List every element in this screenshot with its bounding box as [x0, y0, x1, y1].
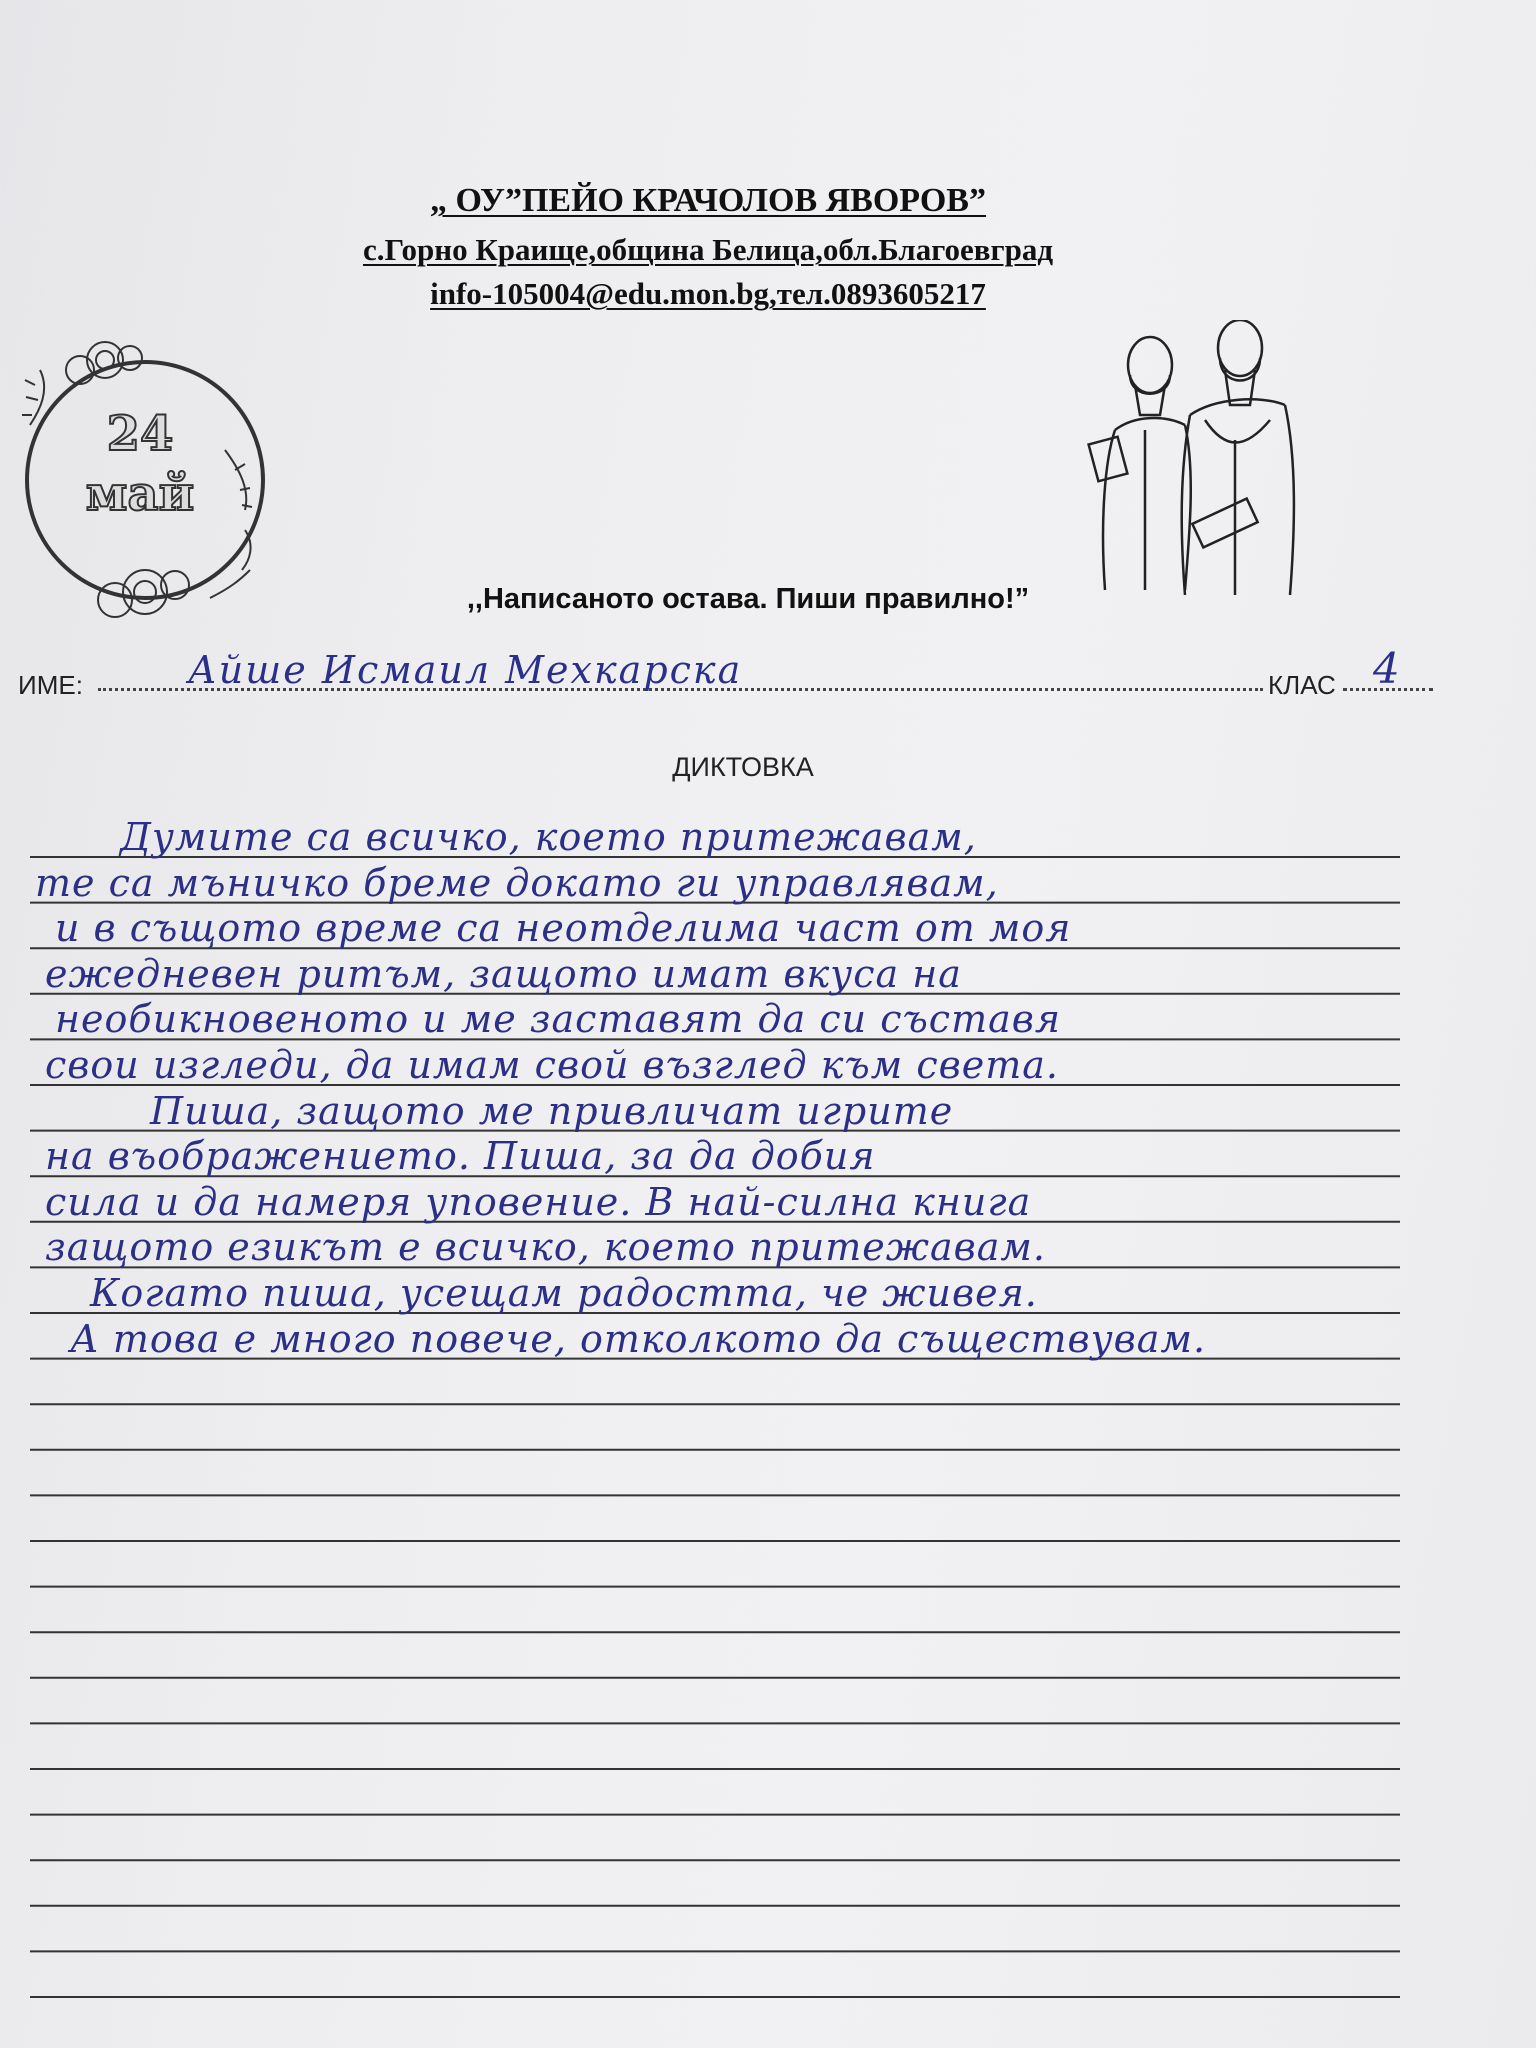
- document-title: [0, 752, 1536, 783]
- school-address: с.Горно Краище,община Белица,обл.Благоевград: [362, 232, 1054, 267]
- class-value: 4: [1373, 644, 1400, 693]
- handwritten-line: те са мъничко бреме докато ги управлявам,: [35, 860, 999, 905]
- slogan: [0, 583, 1536, 616]
- school-name: „ ОУ”ПЕЙО КРАЧОЛОВ ЯВОРОВ”: [429, 182, 986, 219]
- handwritten-line: и в същото време са неотделима част от моя: [55, 906, 1072, 951]
- class-label: КЛАС: [1268, 670, 1336, 700]
- school-contact: info-105004@edu.mon.bg,тел.0893605217: [430, 276, 986, 311]
- name-class-row: [18, 644, 1418, 710]
- document-title-text: ДИКТОВКА: [672, 752, 814, 782]
- handwritten-line: Пиша, защото ме привличат игрите: [150, 1088, 954, 1133]
- slogan-text: ,,Написаното остава. Пиши правилно!”: [466, 583, 1030, 615]
- handwritten-line: на въображението. Пиша, за да добия: [45, 1134, 876, 1179]
- name-label: ИМЕ:: [18, 670, 83, 700]
- handwritten-line: Когато пиша, усещам радостта, че живея.: [90, 1271, 1038, 1315]
- badge-day: 24: [106, 406, 174, 462]
- handwritten-line: необикновеното и ме заставят да си съставя: [55, 997, 1062, 1042]
- saints-cyril-methodius-icon: [1085, 320, 1305, 600]
- student-name: Айше Исмаил Мехкарска: [188, 648, 743, 692]
- handwritten-line: А това е много повече, отколкото да съществувам.: [70, 1316, 1207, 1361]
- handwritten-line: сила и да намеря уповение. В най-силна книга: [45, 1179, 1032, 1224]
- badge-month: май: [85, 466, 195, 522]
- handwritten-line: свои изгледи, да имам свой възглед към света.: [45, 1043, 1059, 1087]
- handwritten-line: защото езикът е всичко, което притежавам.: [45, 1225, 1046, 1270]
- handwritten-line: ежедневен ритъм, защото имат вкуса на: [45, 951, 962, 996]
- handwritten-line: Думите са всичко, което притежавам,: [120, 815, 977, 859]
